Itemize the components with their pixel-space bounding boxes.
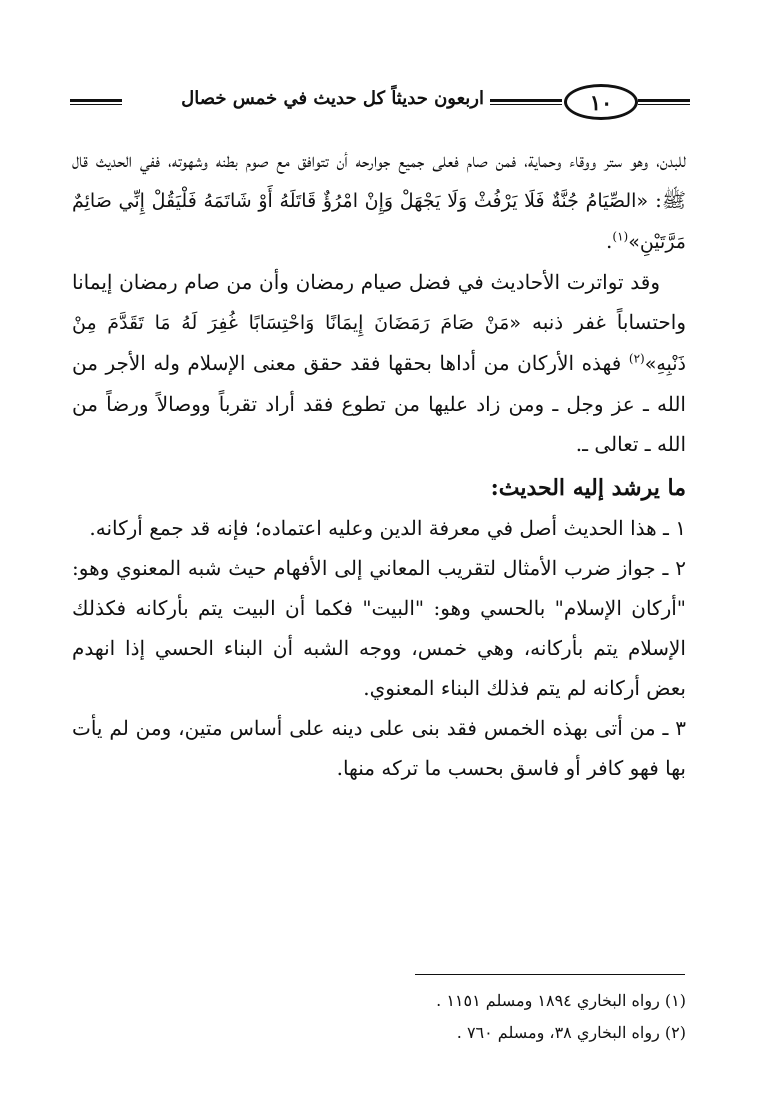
footnote-ref-1: (١): [612, 229, 629, 244]
running-title: اربعون حديثاً كل حديث في خمس خصال: [181, 88, 484, 109]
list-item-3: ٣ ـ من أتى بهذه الخمس فقد بنى على دينه على أساس متين، ومن لم يأت بها فهو كافر أو فاسق بحسب ما تركه منها.: [72, 716, 686, 780]
hadith-quote-2: «مَنْ صَامَ رَمَضَانَ إِيمَانًا وَاحْتِسَابًا غُفِرَ لَهُ مَا تَقَدَّمَ مِنْ ذَنْبِهِ»: [72, 312, 686, 375]
page-number: ١٠: [564, 84, 638, 120]
footnote-2: (٢) رواه البخاري ٣٨، ومسلم ٧٦٠ .: [456, 1023, 686, 1042]
main-text: [72, 140, 686, 788]
paragraph-2-text-a: وقد تواترت الأحاديث في فضل صيام رمضان وأن من صام رمضان إيمانا واحتساباً غفر ذنبه: [72, 270, 687, 334]
footnote-separator: [415, 974, 685, 975]
paragraph-1: [72, 140, 686, 262]
paragraph-2: [72, 262, 686, 464]
list-item-2: ٢ ـ جواز ضرب الأمثال لتقريب المعاني إلى الأفهام حيث شبه المعنوي وهو: "أركان الإسلام" بالحسي وهو: "البيت" فكما أن البيت يتم بأركانه فكذلك الإسلام يتم بأركانه، وهي خمس، ووجه الشبه أن البناء الحسي إذا انهدم بعض أركانه لم يتم فذلك البناء المعنوي.: [72, 556, 686, 700]
running-header: [60, 82, 690, 122]
paragraph-1-text: للبدن، وهو ستر ووقاء وحماية، فمن صام فعلى جميع جوارحه أن تتوافق مع صوم بطنه وشهوته، ففي الحديث قال ﷺ:: [72, 148, 686, 212]
footnote-1: (١) رواه البخاري ١٨٩٤ ومسلم ١١٥١ .: [436, 991, 686, 1010]
footnotes: [360, 985, 686, 1049]
header-rule-left: [70, 99, 122, 105]
paragraph-2-text-b: فهذه الأركان من أداها بحقها فقد حقق معنى الإسلام وله الأجر من الله ـ عز وجل ـ ومن زاد عليها من تطوع فقد أراد تقرباً ووصالاً ورضاً من الله ـ تعالى ـ.: [72, 351, 686, 456]
list-item-1: ١ ـ هذا الحديث أصل في معرفة الدين وعليه اعتماده؛ فإنه قد جمع أركانه.: [89, 516, 686, 540]
header-rule-middle: [490, 99, 562, 105]
section-heading: ما يرشد إليه الحديث:: [490, 475, 686, 501]
header-rule-right: [638, 99, 690, 105]
footnote-ref-2: (٢): [628, 351, 645, 366]
paragraph-1-end: .: [606, 229, 613, 253]
hadith-quote-1: «الصِّيَامُ جُنَّةٌ فَلَا يَرْفُثْ وَلَا يَجْهَلْ وَإِنْ امْرُؤٌ قَاتَلَهُ أَوْ شَاتَمَهُ فَلْيَقُلْ إِنِّي صَائِمٌ مَرَّتَيْنِ»: [72, 190, 686, 253]
